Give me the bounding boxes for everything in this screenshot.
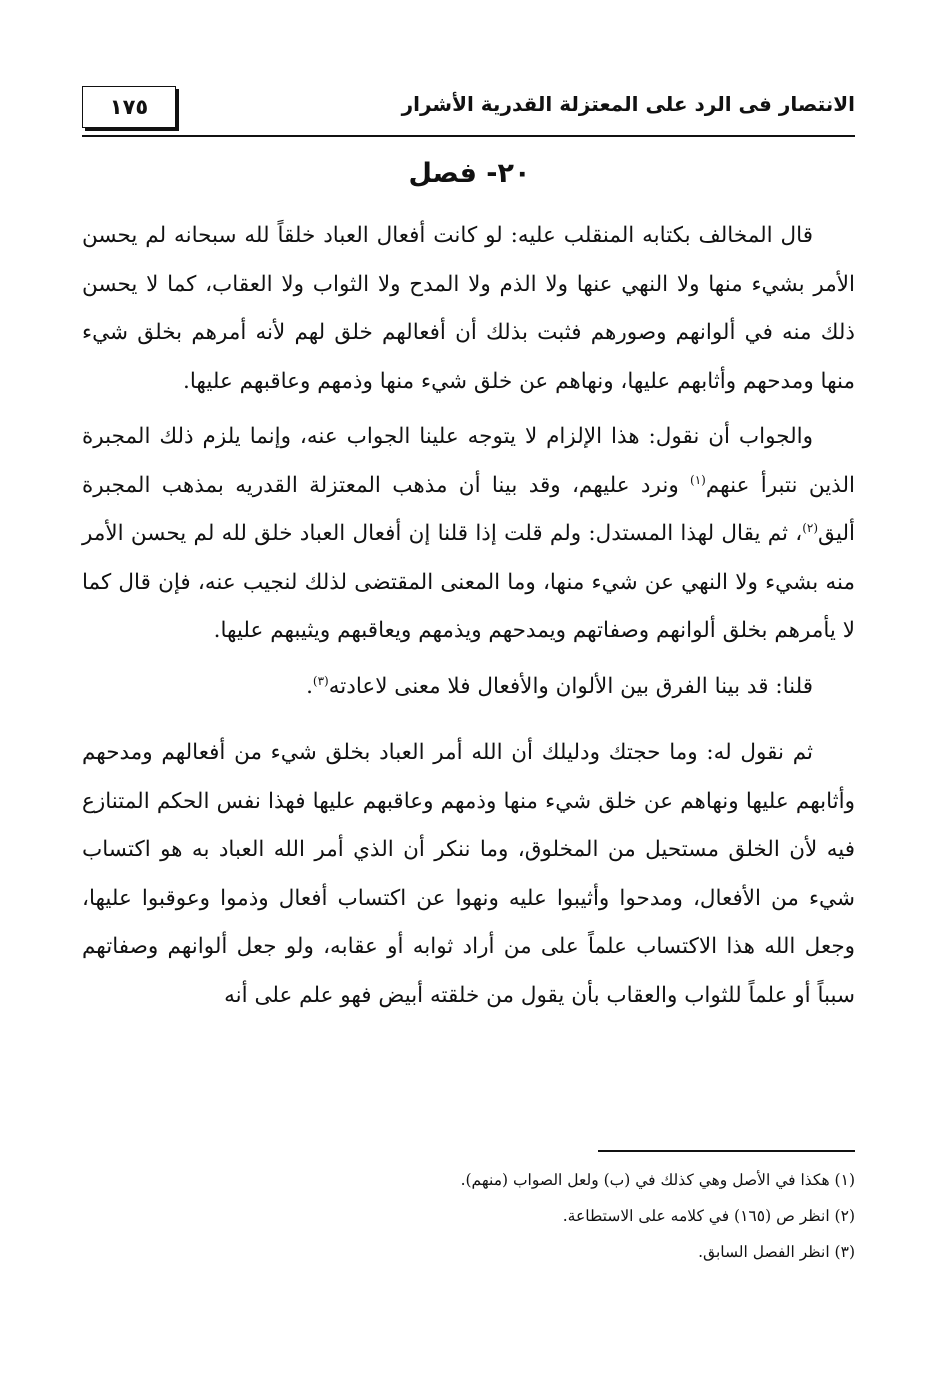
- section-title: ٢٠- فصل: [408, 158, 531, 189]
- paragraph-3-part-2: .: [306, 673, 313, 699]
- footnote-divider: [598, 1150, 855, 1152]
- paragraph-2-part-1: والجواب أن نقول: هذا الإلزام لا يتوجه علينا الجواب عنه، وإنما يلزم ذلك المجبرة الذين نتبرأ عنهم: [82, 424, 855, 498]
- paragraph-2-part-3: ، ثم يقال لهذا المستدل: ولم قلت إذا قلنا إن أفعال العباد خلق لله لم يحسن الأمر منه بشيء ولا النهي عن شيء منها، وما المعنى المقتضى لذلك لنجيب عنه، فإن قال كما لا يأمرهم بخلق ألوانهم وصفاتهم ويمدحهم ويذمهم ويعاقبهم ويثيبهم عليها.: [82, 521, 855, 643]
- paragraph-3: [82, 663, 855, 712]
- body-text: [82, 212, 855, 1027]
- paragraph-2-part-2: ونرد عليهم، وقد بينا أن مذهب المعتزلة القدريه بمذهب المجبرة أليق: [82, 472, 855, 546]
- paragraph-2: [82, 413, 855, 656]
- paragraph-3-part-1: قلنا: قد بينا الفرق بين الألوان والأفعال فلا معنى لاعادته: [328, 673, 813, 699]
- footnote-1: (١) هكذا في الأصل وهي كذلك في (ب) ولعل الصواب (منهم).: [460, 1171, 855, 1189]
- footnotes: [82, 1162, 855, 1270]
- footnote-ref-2: (٢): [802, 520, 819, 535]
- paragraph-1: قال المخالف بكتابه المنقلب عليه: لو كانت أفعال العباد خلقاً لله سبحانه لم يحسن الأمر بشيء منها ولا النهي عنها ولا الذم ولا المدح ولا الثواب ولا العقاب، كما لا يحسن ذلك منه في ألوانهم وصورهم فثبت بذلك أن أفعالهم خلق لهم لأنه أمرهم بخلق شيء منها ومدحهم وأثابهم عليها، ونهاهم عن خلق شيء منها وذمهم وعاقبهم عليها.: [82, 223, 855, 394]
- footnote-ref-1: (١): [690, 472, 706, 487]
- page-header: [82, 86, 855, 138]
- footnote-2: (٢) انظر ص (١٦٥) في كلامه على الاستطاعة.: [562, 1207, 855, 1225]
- running-title: الانتصار فى الرد على المعتزلة القدرية الأشرار: [401, 92, 855, 116]
- header-divider: [82, 135, 855, 137]
- footnote-ref-3: (٣): [312, 673, 329, 688]
- paragraph-4: ثم نقول له: وما حجتك ودليلك أن الله أمر العباد بخلق شيء من أفعالهم ومدحهم وأثابهم عليها ونهاهم عن خلق شيء منها وذمهم وعاقبهم عليها فهذا نفس الحكم المتنازع فيه لأن الخلق مستحيل من المخلوق، وما ننكر أن الذي أمر الله العباد به هو اكتساب شيء من الأفعال، ومدحوا وأثيبوا عليه ونهوا عن اكتساب أفعال وذموا وعوقبوا عليها، وجعل الله هذا الاكتساب علماً على من أراد ثوابه أو عقابه، ولو جعل ألوانهم وصفاتهم سبباً أو علماً للثواب والعقاب بأن يقول من خلقته أبيض فهو علم على أنه: [82, 740, 855, 1008]
- footnote-3: (٣) انظر الفصل السابق.: [698, 1243, 855, 1261]
- page-number: ١٧٥: [82, 86, 176, 128]
